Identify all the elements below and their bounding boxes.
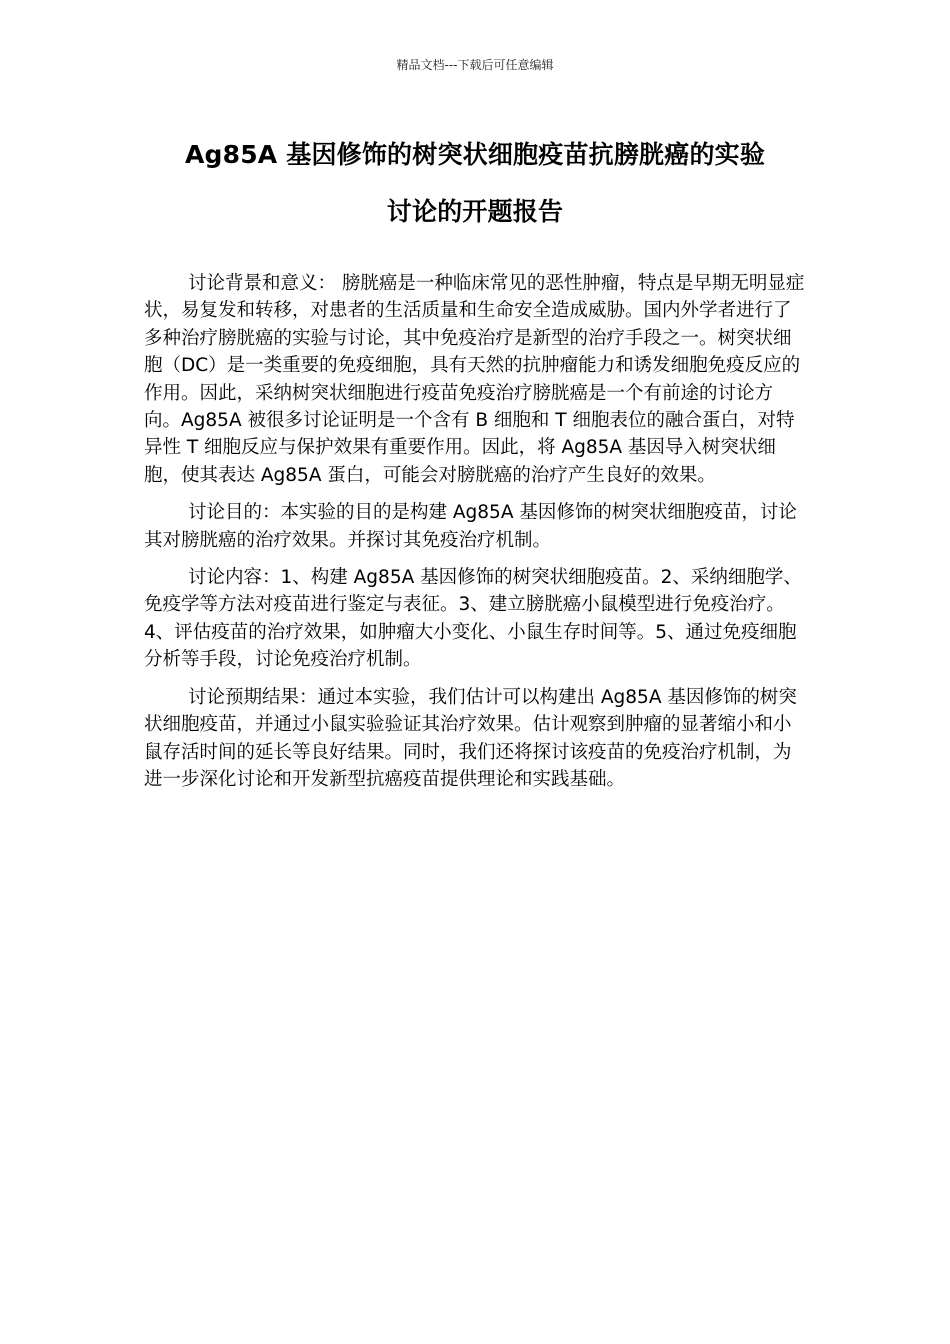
document-title-line-1: Ag85A 基因修饰的树突状细胞疫苗抗膀胱癌的实验	[184, 140, 766, 169]
paragraph-expected-results: 讨论预期结果：通过本实验，我们估计可以构建出 Ag85A 基因修饰的树突状细胞疫苗，并通过小鼠实验验证其治疗效果。估计观察到肿瘤的显著缩小和小鼠存活时间的延长等良好结果。同时，我们还将探讨该疫苗的免疫治疗机制，为进一步深化讨论和开发新型抗癌疫苗提供理论和实践基础。	[144, 686, 797, 790]
paragraph-background: 讨论背景和意义： 膀胱癌是一种临床常见的恶性肿瘤，特点是早期无明显症状，易复发和转移，对患者的生活质量和生命安全造成威胁。国内外学者进行了多种治疗膀胱癌的实验与讨论，其中免疫治疗是新型的治疗手段之一。树突状细胞（DC）是一类重要的免疫细胞，具有天然的抗肿瘤能力和诱发细胞免疫反应的作用。因此，采纳树突状细胞进行疫苗免疫治疗膀胱癌是一个有前途的讨论方向。Ag85A 被很多讨论证明是一个含有 B 细胞和 T 细胞表位的融合蛋白，对特异性 T 细胞反应与保护效果有重要作用。因此，将 Ag85A 基因导入树突状细胞，使其表达 Ag85A 蛋白，可能会对膀胱癌的治疗产生良好的效果。	[144, 273, 805, 486]
header-note: 精品文档---下载后可任意编辑	[396, 58, 554, 72]
paragraph-content: 讨论内容：1、构建 Ag85A 基因修饰的树突状细胞疫苗。2、采纳细胞学、免疫学等方法对疫苗进行鉴定与表征。3、建立膀胱癌小鼠模型进行免疫治疗。4、评估疫苗的治疗效果，如肿瘤大小变化、小鼠生存时间等。5、通过免疫细胞分析等手段，讨论免疫治疗机制。	[144, 567, 802, 671]
document-title-line-2: 讨论的开题报告	[386, 197, 564, 226]
document-body	[144, 270, 808, 803]
paragraph-purpose: 讨论目的：本实验的目的是构建 Ag85A 基因修饰的树突状细胞疫苗，讨论其对膀胱癌的治疗效果。并探讨其免疫治疗机制。	[144, 502, 797, 551]
